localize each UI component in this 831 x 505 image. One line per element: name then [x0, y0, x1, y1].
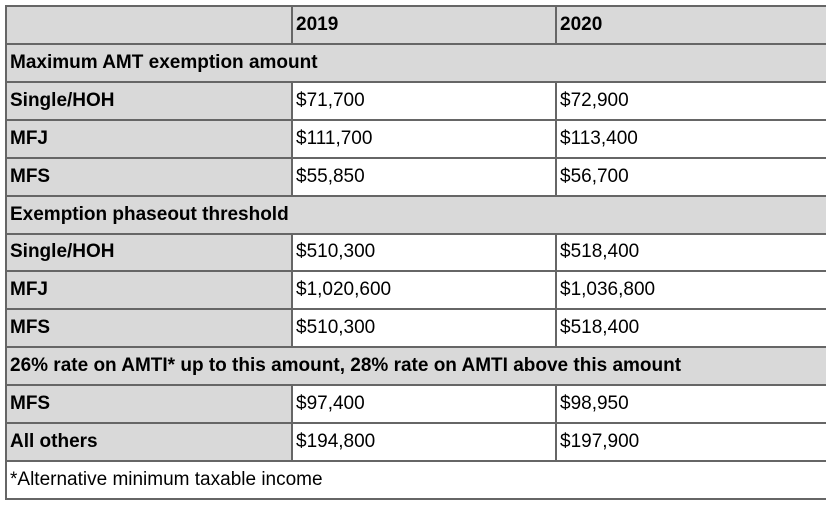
table-row [7, 424, 826, 460]
value-2020: $113,400 [557, 121, 826, 157]
header-corner-cell [7, 7, 291, 43]
value-2019: $97,400 [293, 386, 555, 422]
table-row [7, 386, 826, 422]
value-2020: $518,400 [557, 235, 826, 271]
section-title-phaseout-threshold: Exemption phaseout threshold [7, 197, 826, 233]
row-label: MFJ [7, 272, 291, 308]
table-row [7, 310, 826, 346]
header-year-2019: 2019 [293, 7, 555, 43]
row-label: MFJ [7, 121, 291, 157]
value-2020: $518,400 [557, 310, 826, 346]
section-title-rate-threshold: 26% rate on AMTI* up to this amount, 28% rate on AMTI above this amount [7, 348, 826, 384]
value-2020: $72,900 [557, 83, 826, 119]
value-2019: $1,020,600 [293, 272, 555, 308]
value-2019: $510,300 [293, 235, 555, 271]
row-label: MFS [7, 386, 291, 422]
row-label: MFS [7, 310, 291, 346]
row-label: MFS [7, 159, 291, 195]
footnote: *Alternative minimum taxable income [7, 462, 826, 498]
table-row [7, 83, 826, 119]
value-2020: $98,950 [557, 386, 826, 422]
row-label: All others [7, 424, 291, 460]
section-row [7, 45, 826, 81]
table-row [7, 235, 826, 271]
table-row [7, 272, 826, 308]
table-row [7, 121, 826, 157]
row-label: Single/HOH [7, 235, 291, 271]
value-2019: $510,300 [293, 310, 555, 346]
table-row [7, 159, 826, 195]
value-2020: $197,900 [557, 424, 826, 460]
value-2019: $194,800 [293, 424, 555, 460]
value-2019: $55,850 [293, 159, 555, 195]
section-row [7, 348, 826, 384]
section-title-exemption-amount: Maximum AMT exemption amount [7, 45, 826, 81]
value-2020: $56,700 [557, 159, 826, 195]
header-year-2020: 2020 [557, 7, 826, 43]
amt-table [5, 5, 828, 500]
row-label: Single/HOH [7, 83, 291, 119]
header-row [7, 7, 826, 43]
section-row [7, 197, 826, 233]
value-2019: $111,700 [293, 121, 555, 157]
footnote-row [7, 462, 826, 498]
value-2019: $71,700 [293, 83, 555, 119]
amt-table-container [5, 5, 826, 500]
value-2020: $1,036,800 [557, 272, 826, 308]
